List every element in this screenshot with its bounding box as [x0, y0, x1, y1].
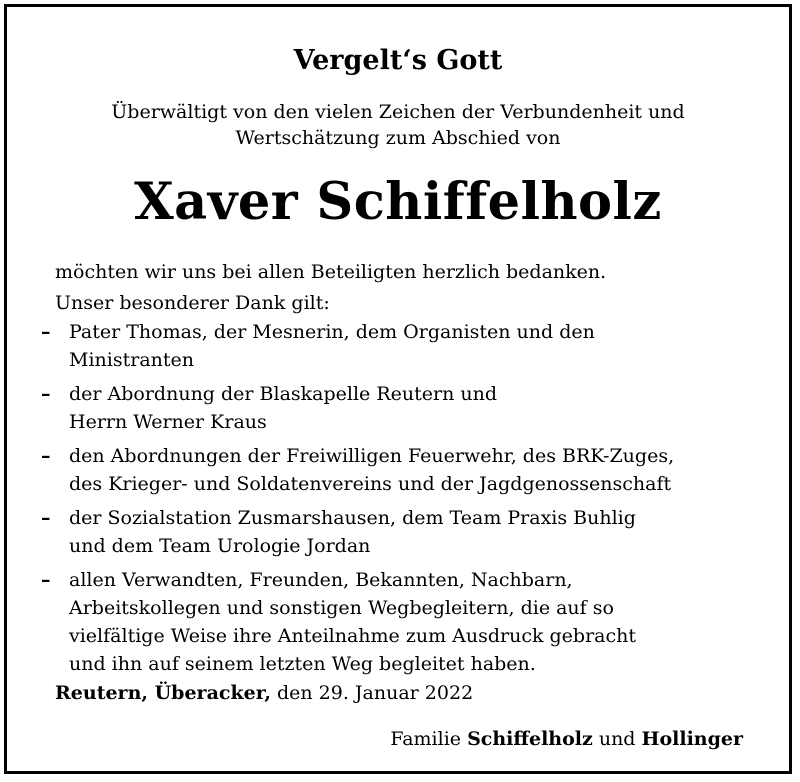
thank-you-notice	[4, 4, 792, 774]
notice-title: Vergelt‘s Gott	[293, 45, 503, 76]
intro-text	[7, 99, 789, 151]
family-connector: und	[592, 728, 642, 750]
list-dash: –	[41, 569, 51, 591]
list-item-line: und ihn auf seinem letzten Weg begleitet haben.	[69, 653, 536, 675]
list-item-line: Arbeitskollegen und sonstigen Wegbegleitern, die auf so	[69, 597, 614, 619]
list-item	[41, 442, 786, 498]
list-item-line: allen Verwandten, Freunden, Bekannten, Nachbarn,	[69, 569, 573, 591]
list-item-line: vielfältige Weise ihre Anteilnahme zum Ausdruck gebracht	[69, 625, 637, 647]
list-item-line: und dem Team Urologie Jordan	[69, 535, 371, 557]
list-item-line: des Krieger- und Soldatenvereins und der Jagdgenossenschaft	[69, 473, 672, 495]
date: den 29. Januar 2022	[270, 682, 474, 704]
list-item-line: der Abordnung der Blaskapelle Reutern und	[69, 383, 498, 405]
list-item-line: der Sozialstation Zusmarshausen, dem Team Praxis Buhlig	[69, 507, 636, 529]
list-item-line: den Abordnungen der Freiwilligen Feuerwehr, des BRK-Zuges,	[69, 445, 675, 467]
intro-line-2: Wertschätzung zum Abschied von	[235, 127, 561, 149]
family-name-1: Schiffelholz	[467, 728, 593, 750]
family-prefix: Familie	[390, 728, 468, 750]
thanks-list	[41, 318, 786, 684]
list-dash: –	[41, 321, 51, 343]
list-dash: –	[41, 507, 51, 529]
list-dash: –	[41, 445, 51, 467]
family-name-2: Hollinger	[641, 728, 743, 750]
thanks-line: möchten wir uns bei allen Beteiligten herzlich bedanken.	[55, 261, 607, 283]
place-names: Reutern, Überacker,	[55, 682, 271, 704]
list-item	[41, 504, 786, 560]
list-item	[41, 318, 786, 374]
family-signature	[390, 726, 743, 752]
list-item-line: Herrn Werner Kraus	[69, 411, 267, 433]
place-date-line	[55, 680, 473, 706]
list-dash: –	[41, 383, 51, 405]
list-item	[41, 380, 786, 436]
list-item-line: Pater Thomas, der Mesnerin, dem Organisten und den	[69, 321, 595, 343]
list-item-line: Ministranten	[69, 349, 194, 371]
deceased-name: Xaver Schiffelholz	[134, 172, 662, 232]
special-thanks-heading: Unser besonderer Dank gilt:	[55, 292, 330, 314]
list-item	[41, 566, 786, 678]
intro-line-1: Überwältigt von den vielen Zeichen der Verbundenheit und	[111, 101, 685, 123]
